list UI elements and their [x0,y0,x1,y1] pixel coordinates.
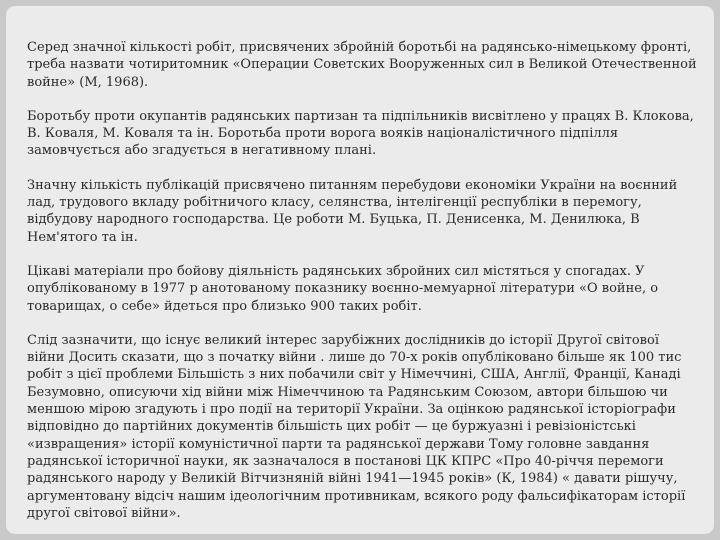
paragraph-military-works: Серед значної кількості робіт, присвячених збройній боротьбі на радянсько-німецькому фронті, треба назвати чотиритомник «Операции Советских Вооруженных сил в Великой Отечественной войне» (М, 1968). [27,40,697,90]
slide-text-body [27,39,699,539]
paragraph-economy: Значну кількість публікацій присвячено питанням перебудови економіки України на воєнний лад, трудового вкладу робітничого класу, селянства, інтелігенції республіки в перемогу, відбудову народного господарства. Це роботи М. Буцька, П. Денисенка, М. Денилюка, В Нем'ятого та ін. [27,177,678,245]
paragraph-partisans: Боротьбу проти окупантів радянських партизан та підпільників висвітлено у працях В. Клокова, В. Коваля, М. Коваля та ін. Боротьба проти ворога вояків націоналістичного підпілля замовчується або згадується в негативному плані. [27,108,694,159]
paragraph-memoirs: Цікаві матеріали про бойову діяльність радянських збройних сил містяться у спогадах. У опублікованому в 1977 р анотованому показнику воєнно-мемуарної літератури «О войне, о товарищах, о себе» йдеться про близько 900 таких робіт. [27,263,659,314]
paragraph-foreign-research: Слід зазначити, що існує великий інтерес зарубіжних дослідників до історії Другої світової війни Досить сказати, що з початку війни . лише до 70-х років опубліковано більше як 100 тис робіт з цієї проблеми Більшість з них побачили світ у Німеччині, США, Англії, Франції, Канаді Безумовно, описуючи хід війни між Німеччиною та Радянським Союзом, автори більшою чи меншою мірою згадують і про події на території України. За оцінкою радянської історіографи відповідно до партійних документів більшість цих робіт — це буржуазні і ревізіоністські «извращения» історії комуністичної парти та радянської держави Тому головне завдання радянської історичної науки, як зазначалося в постанові ЦК КПРС «Про 40-річчя перемоги радянського народу у Великій Вітчизняній війні 1941—1945 років» (К, 1984) « давати рішучу, аргументовану відсіч нашим ідеологічним противникам, всякого роду фальсифікаторам історії другої світової війни». [27,332,686,521]
slide-panel [6,6,714,534]
